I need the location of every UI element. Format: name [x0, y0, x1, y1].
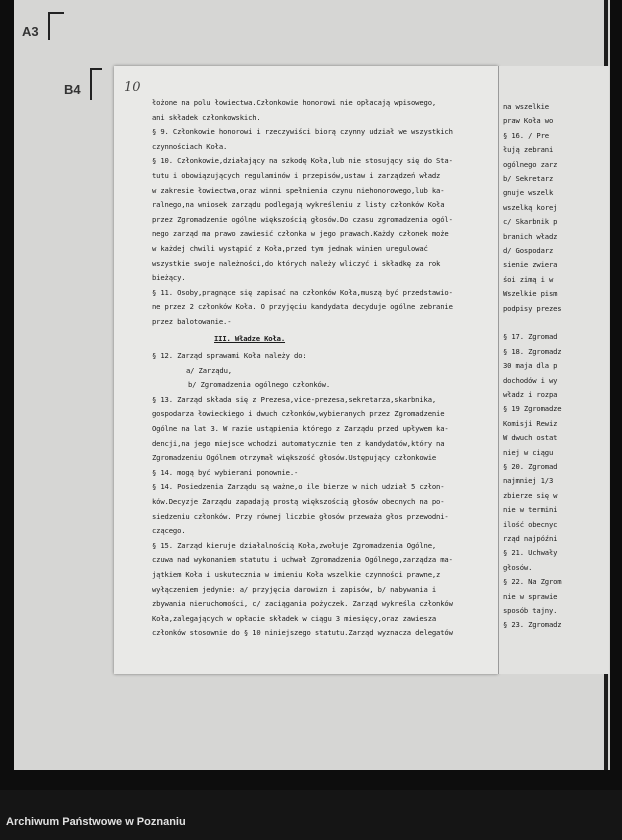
film-mark-page-left: B4 [64, 82, 81, 97]
document-line: § 11. Osoby,pragnące się zapisać na członków Koła,muszą być przedstawio- [152, 287, 453, 297]
document-line: Ogólne na lat 3. W razie ustąpienia którego z Zarządu przed upływem ka- [152, 424, 449, 433]
adjacent-page-line: łują zebrani [503, 145, 554, 155]
adjacent-page-line: § 19 Zgromadze [503, 404, 562, 414]
document-line: w każdej chwili wystąpić z Koła,przed tym jednak winien uregulować [152, 244, 428, 253]
adjacent-page-fragment [498, 66, 609, 674]
film-corner-mark-top [48, 12, 64, 40]
adjacent-page-line: c/ Skarbnik p [503, 217, 558, 227]
adjacent-page-line: zbierze się w [503, 490, 558, 500]
film-mark-top-left: A3 [22, 24, 39, 39]
document-line: dencji,na jego miejsce wchodzi automatycznie ten z kandydatów,który na [152, 438, 445, 448]
adjacent-page-line: § 22. Na Zgrom [503, 577, 562, 587]
document-line: przez balotowanie.- [152, 317, 232, 326]
document-line: bieżący. [152, 273, 186, 283]
adjacent-page-line: dochodów i wy [503, 375, 558, 385]
document-line: ne przez 2 członków Koła. O przyjęciu kandydata decyduje ogólne zebranie [152, 302, 453, 312]
document-line: § 10. Członkowie,działający na szkodę Koła,lub nie stosujący się do Sta- [152, 156, 453, 166]
document-line: § 9. Członkowie honorowi i rzeczywiści biorą czynny udział we wszystkich [152, 127, 453, 137]
adjacent-page-line: śoi zimą i w [503, 274, 554, 284]
archive-footer [0, 790, 622, 840]
document-line: b/ Zgromadzenia ogólnego członków. [188, 380, 331, 390]
document-line: łożone na polu łowiectwa.Członkowie honorowi nie opłacają wpisowego, [152, 98, 437, 107]
adjacent-page-line: § 21. Uchwały [503, 548, 558, 558]
adjacent-page-line: ilość obecnyc [503, 519, 558, 529]
document-line: czynnościach Koła. [152, 141, 228, 151]
document-line: w zakresie łowiectwa,oraz winni spełnienia czynu niehonorowego,lub ka- [152, 185, 445, 195]
document-line: § 14. Posiedzenia Zarządu są ważne,o ile bierze w nich udział 5 człon- [152, 482, 445, 492]
document-line: gospodarza łowieckiego i dwuch członków,wybieranych przez Zgromadzenie [152, 409, 445, 419]
document-line: tutu i obowiązujących regulaminów i przepisów,ustaw i zarządzeń władz [152, 171, 441, 180]
document-line: ków.Decyzje Zarządu zapadają prostą większością głosów obecnych na po- [152, 497, 445, 506]
document-line: wszystkie swoje należności,do których należy wliczyć i składkę za rok [152, 258, 441, 268]
adjacent-page-line: § 17. Zgromad [503, 332, 558, 342]
adjacent-page-line: § 23. Zgromadz [503, 620, 562, 630]
adjacent-page-line: wszelką korej [503, 202, 558, 212]
document-line: § 12. Zarząd sprawami Koła należy do: [152, 351, 307, 360]
adjacent-page-line: § 20. Zgromad [503, 462, 558, 471]
adjacent-page-line: władz i rozpa [503, 390, 558, 399]
adjacent-page-line: Komisji Rewiz [503, 418, 558, 428]
document-line: ralnego,na wniosek zarządu podlegają wykreśleniu z listy członków Koła [152, 200, 445, 210]
section-heading: III. Władze Koła. [214, 334, 286, 343]
archive-name: Archiwum Państwowe w Poznaniu [6, 816, 186, 828]
adjacent-page-line: Wszelkie pism [503, 289, 558, 299]
document-line: członków stosownie do § 10 niniejszego statutu.Zarząd wyznacza delegatów [152, 628, 453, 638]
document-line: Zgromadzeniu Ogólnem otrzymał większość głosów.Ustępujący członkowie [152, 453, 437, 463]
adjacent-page-line: niej w ciągu [503, 447, 554, 457]
adjacent-page-line: głosów. [503, 562, 533, 572]
document-line: czącego. [152, 526, 186, 536]
adjacent-page-line: na wszelkie [503, 102, 549, 111]
document-line: a/ Zarządu, [186, 365, 232, 375]
document-line: Koła,zalegających w opłacie składek w ciągu 3 miesięcy,oraz zawiesza [152, 613, 437, 623]
document-line: jątkiem Koła i uskutecznia w imieniu Koła wszelkie czynności prawne,z [152, 570, 441, 579]
document-line: nego zarząd ma prawo zawiesić członka w jego prawach.Każdy członek może [152, 229, 449, 239]
adjacent-page-line: branich władz [503, 231, 558, 241]
adjacent-page-line: sposób tajny. [503, 606, 558, 615]
adjacent-page-line: gnuje wszelk [503, 188, 554, 198]
document-line: przez Zgromadzenie ogólne większością głosów.Do czasu zgromadzenia ogól- [152, 214, 453, 224]
adjacent-page-line: W dwuch ostat [503, 433, 558, 443]
film-corner-mark-page [90, 68, 102, 100]
adjacent-page-line: § 18. Zgromadz [503, 346, 562, 356]
document-line: siedzeniu członków. Przy równej liczbie głosów przeważa głos przewodni- [152, 511, 449, 521]
document-line: wyłączeniem jedynie: a/ przyjęcia darowizn i zapisów, b/ nabywania i [152, 584, 437, 594]
document-line: zbywania nieruchomości, c/ zaciągania pożyczek. Zarząd wykreśla członków [152, 599, 453, 609]
document-line: ani składek członkowskich. [152, 112, 261, 122]
adjacent-page-line: 30 maja dla p [503, 361, 558, 371]
document-line: § 13. Zarząd składa się z Prezesa,vice-prezesa,sekretarza,skarbnika, [152, 394, 437, 404]
adjacent-page-line: sienie zwiera [503, 260, 558, 270]
page-number: 10 [124, 80, 141, 95]
adjacent-page-line: d/ Gospodarz [503, 246, 554, 255]
adjacent-page-line: rząd najpóźni [503, 534, 558, 543]
adjacent-page-line: najmniej 1/3 [503, 476, 554, 486]
adjacent-page-line: praw Koła wo [503, 116, 554, 126]
adjacent-page-line: ogólnego zarz [503, 159, 558, 169]
document-page [114, 66, 498, 674]
document-line: czuwa nad wykonaniem statutu i uchwał Zgromadzenia Ogólnego,zarządza ma- [152, 555, 453, 565]
adjacent-page-line: nie w termini [503, 505, 558, 515]
adjacent-page-line: nie w sprawie [503, 591, 558, 601]
document-line: § 15. Zarząd kieruje działalnością Koła,zwołuje Zgromadzenia Ogólne, [152, 540, 437, 550]
document-line: § 14. mogą być wybierani ponownie.- [152, 467, 299, 477]
adjacent-page-line: b/ Sekretarz [503, 174, 554, 183]
adjacent-page-line: § 16. / Pre [503, 130, 549, 140]
adjacent-page-line: podpisy prezes [503, 303, 562, 313]
